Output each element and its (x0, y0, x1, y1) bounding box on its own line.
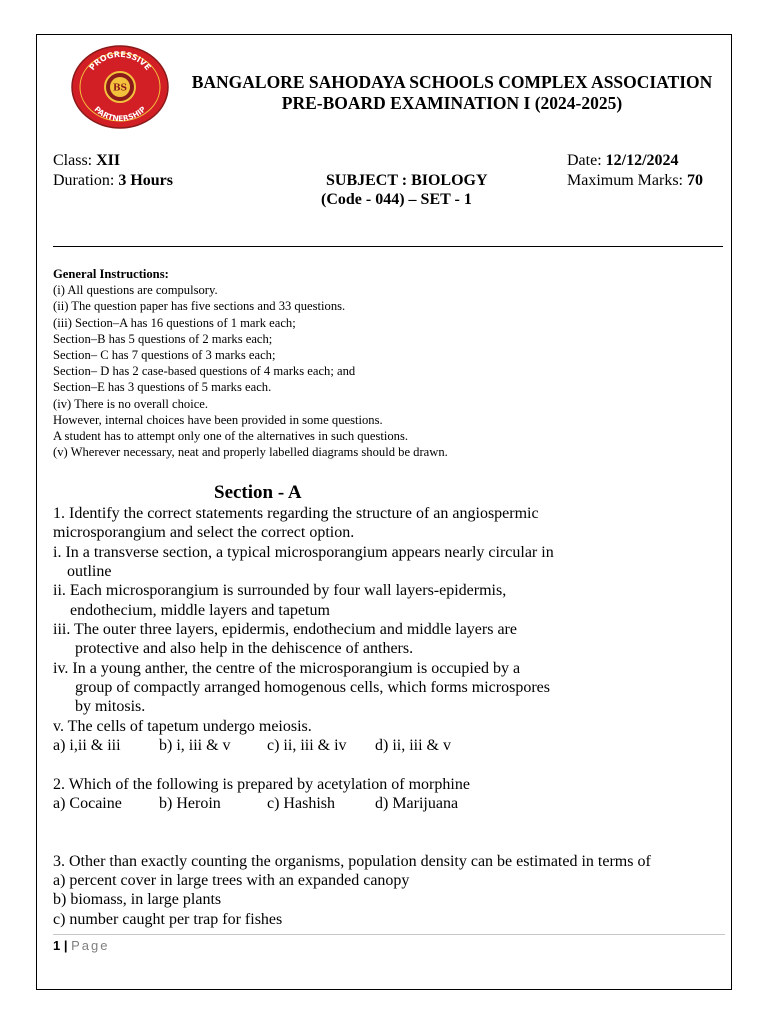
option-d: d) ii, iii & v (375, 737, 451, 755)
statement: endothecium, middle layers and tapetum (70, 601, 330, 619)
statement: iv. In a young anther, the centre of the microsporangium is occupied by a (53, 659, 521, 677)
exam-title: PRE-BOARD EXAMINATION I (2024-2025) (281, 93, 623, 113)
general-instructions (53, 266, 448, 460)
question-3 (53, 852, 651, 929)
option-c: c) Hashish (267, 795, 335, 813)
subject-code: (Code - 044) – SET - 1 (321, 191, 472, 208)
header-divider (53, 246, 723, 247)
question-1 (53, 504, 651, 755)
instruction-line: Section–E has 3 questions of 5 marks each. (53, 380, 272, 395)
school-logo (71, 45, 169, 129)
statement: v. The cells of tapetum undergo meiosis. (53, 717, 312, 735)
option-b: b) Heroin (159, 795, 221, 813)
option-a: a) i,ii & iii (53, 737, 121, 755)
question-stem: microsporangium and select the correct option. (53, 524, 355, 542)
instruction-line: (ii) The question paper has five sections and 33 questions. (53, 299, 346, 314)
statement: iii. The outer three layers, epidermis, endothecium and middle layers are (53, 621, 517, 639)
instruction-line: (iv) There is no overall choice. (53, 396, 209, 411)
instruction-line: (v) Wherever necessary, neat and properly labelled diagrams should be drawn. (53, 445, 448, 460)
instruction-line: (iii) Section–A has 16 questions of 1 mark each; (53, 315, 296, 330)
page-label: Page (71, 938, 110, 953)
association-title: BANGALORE SAHODAYA SCHOOLS COMPLEX ASSOCIATION (191, 72, 713, 92)
option-b: b) biomass, in large plants (53, 891, 222, 909)
section-a-title: Section - A (214, 482, 302, 503)
duration-info: Duration: 3 Hours (53, 172, 173, 189)
option-a: a) percent cover in large trees with an expanded canopy (53, 871, 410, 889)
answer-options (53, 794, 651, 813)
page-separator: | (60, 938, 72, 953)
instruction-line: However, internal choices have been provided in some questions. (53, 412, 383, 427)
statement: by mitosis. (75, 698, 146, 716)
date-info: Date: 12/12/2024 (567, 152, 679, 169)
instruction-line: Section–B has 5 questions of 2 marks each; (53, 331, 273, 346)
svg-text:PARTNERSHIP: PARTNERSHIP (92, 104, 148, 124)
question-stem: 2. Which of the following is prepared by acetylation of morphine (53, 775, 470, 793)
statement: i. In a transverse section, a typical microsporangium appears nearly circular in (53, 543, 554, 561)
subject-title: SUBJECT : BIOLOGY (326, 172, 488, 189)
statement: group of compactly arranged homogenous cells, which forms microspores (75, 679, 550, 697)
class-info: Class: XII (53, 152, 121, 169)
option-b: b) i, iii & v (159, 737, 231, 755)
answer-options (53, 736, 651, 755)
instruction-line: A student has to attempt only one of the alternatives in such questions. (53, 429, 409, 444)
option-a: a) Cocaine (53, 795, 122, 813)
svg-text:PROGRESSIVE: PROGRESSIVE (87, 49, 153, 73)
instruction-line: Section– C has 7 questions of 3 marks each; (53, 348, 276, 363)
instruction-line: (i) All questions are compulsory. (53, 283, 218, 298)
instructions-heading: General Instructions: (53, 267, 169, 281)
instruction-line: Section– D has 2 case-based questions of 4 marks each; and (53, 364, 356, 379)
svg-text:BS: BS (112, 83, 128, 94)
statement: protective and also help in the dehiscence of anthers. (75, 640, 414, 658)
option-c: c) number caught per trap for fishes (53, 910, 283, 928)
page-footer (53, 938, 109, 953)
footer-divider (53, 934, 725, 935)
statement: outline (67, 563, 112, 581)
exam-header (180, 72, 724, 114)
statement: ii. Each microsporangium is surrounded by four wall layers-epidermis, (53, 582, 507, 600)
question-2 (53, 775, 651, 814)
option-c: c) ii, iii & iv (267, 737, 347, 755)
page-number: 1 (53, 938, 61, 953)
question-stem: 1. Identify the correct statements regarding the structure of an angiospermic (53, 505, 539, 522)
question-stem: 3. Other than exactly counting the organisms, population density can be estimated in terms of (53, 852, 651, 870)
option-d: d) Marijuana (375, 795, 459, 813)
max-marks-info: Maximum Marks: 70 (567, 172, 703, 189)
section-a-questions (53, 504, 651, 929)
